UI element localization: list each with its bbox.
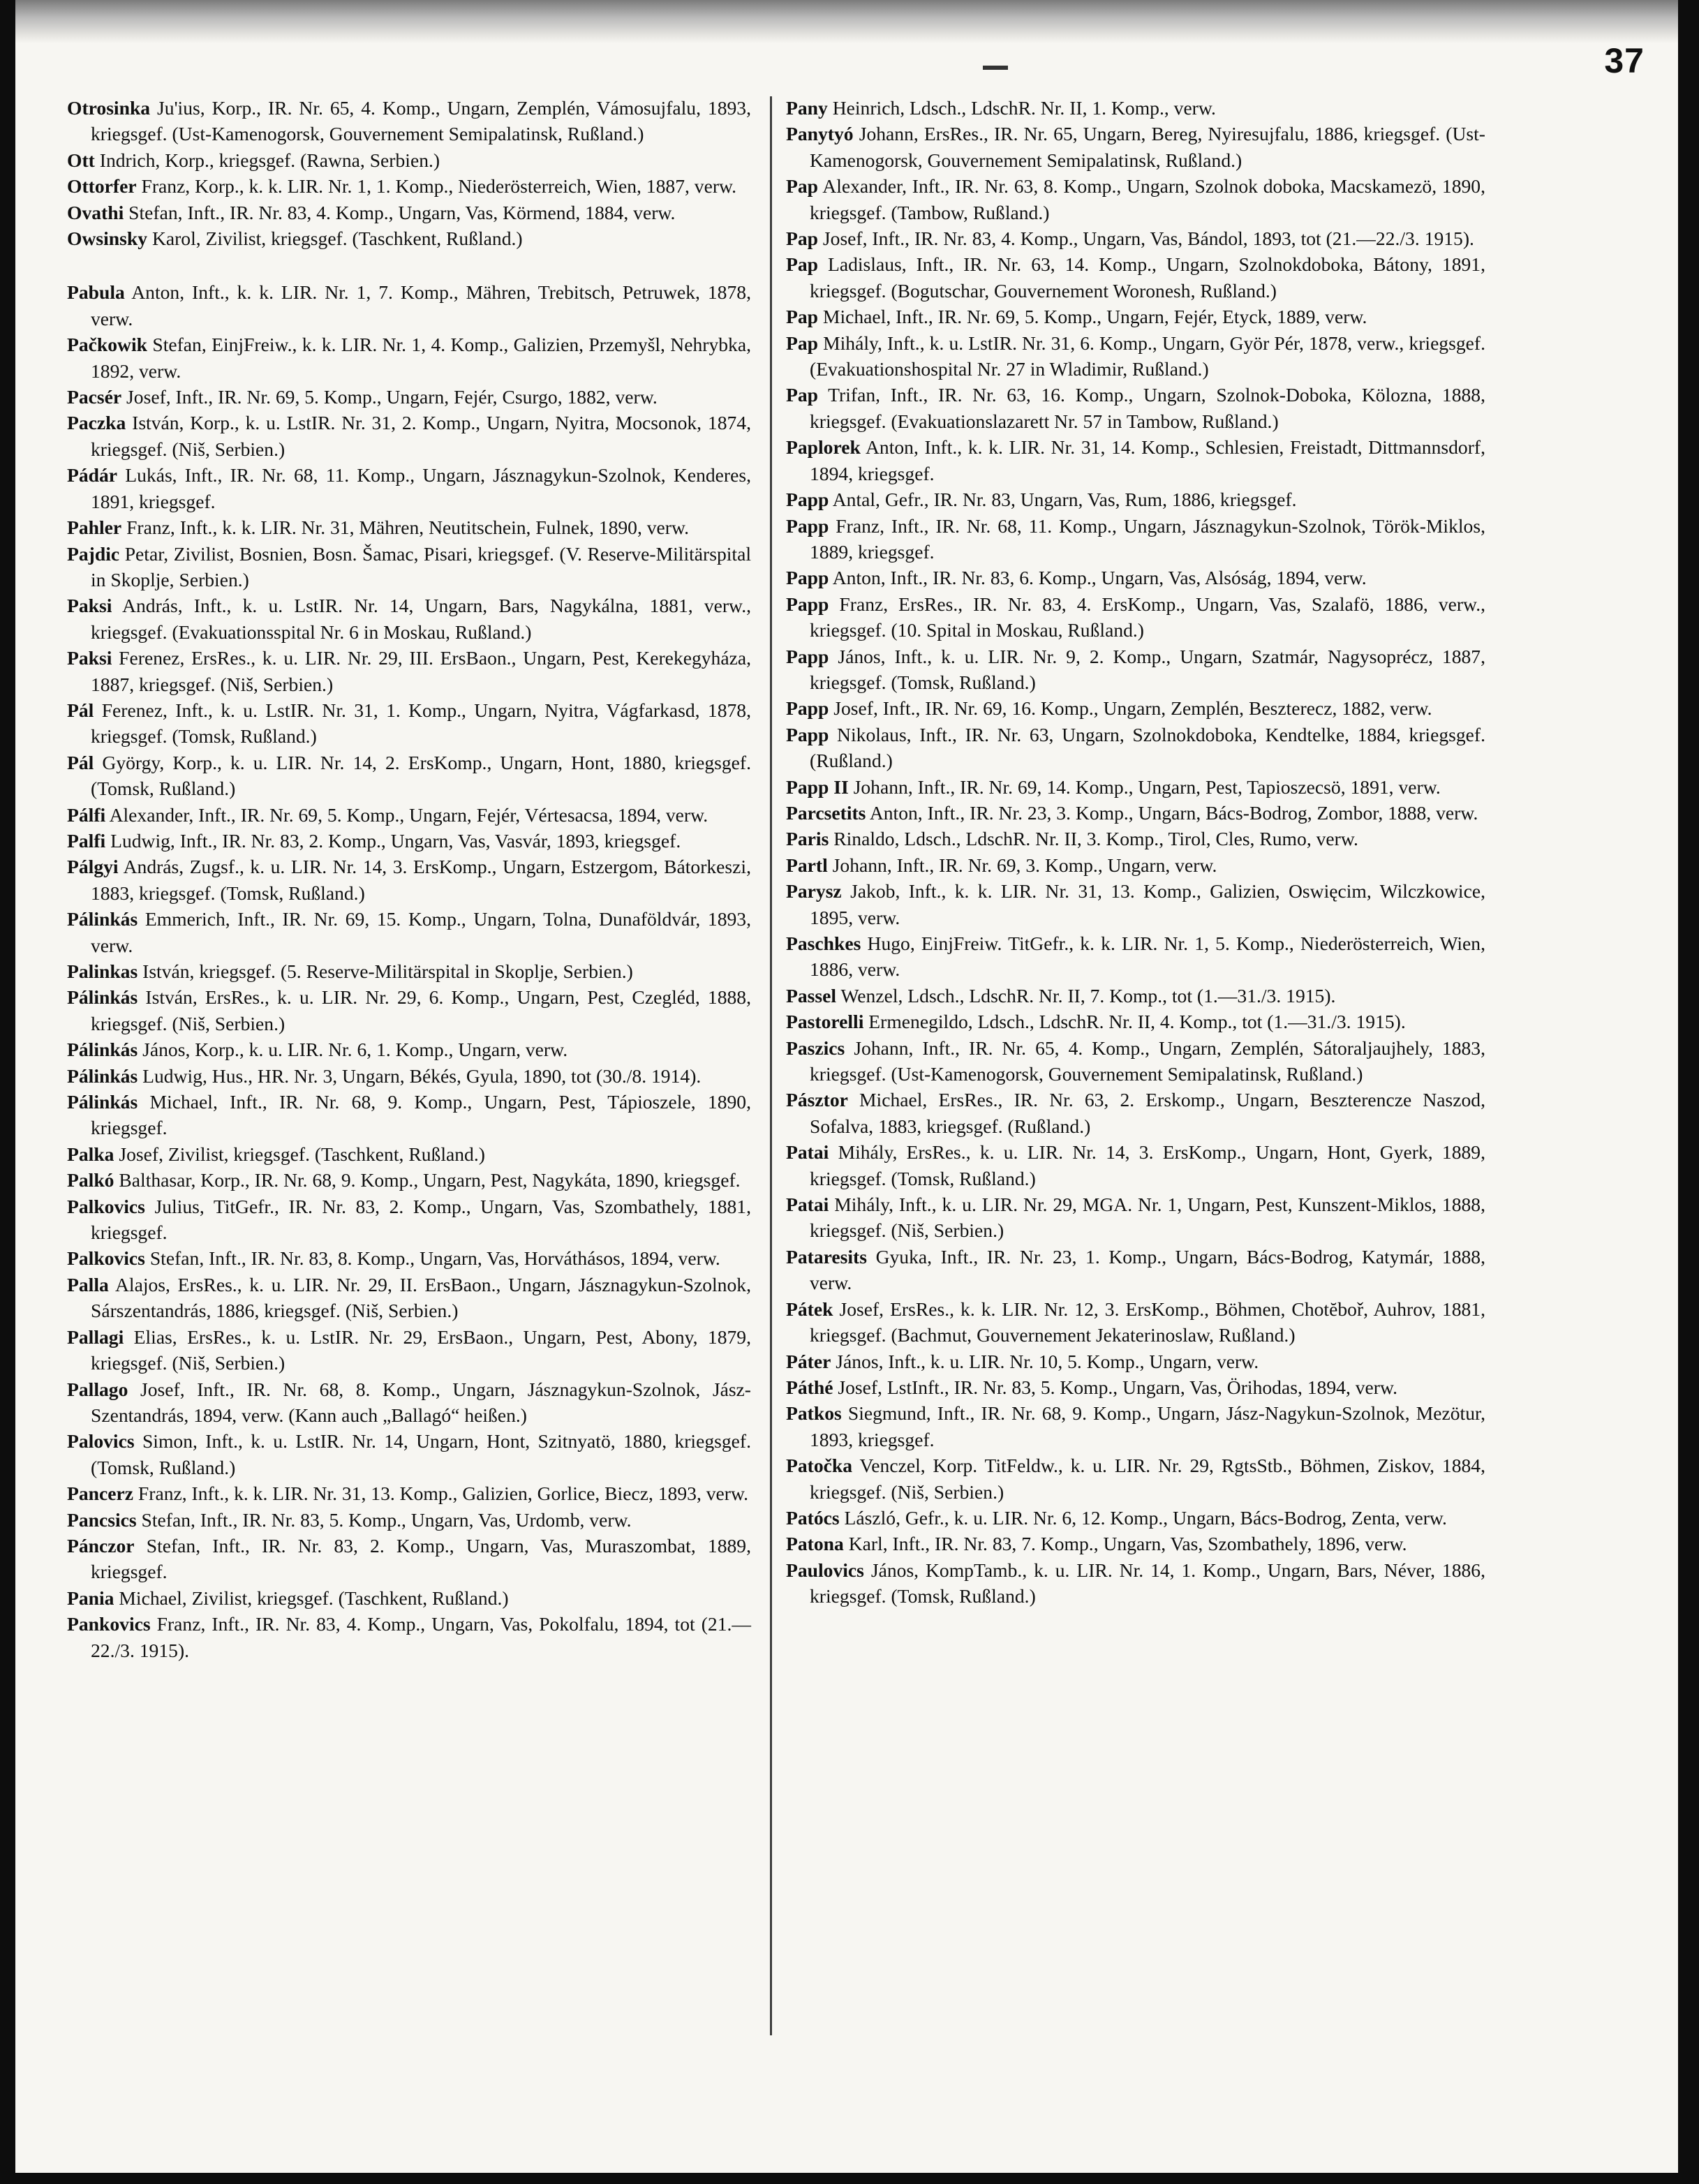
entry-details: Franz, Inft., k. k. LIR. Nr. 31, Mähren, Neutitschein, Fulnek, 1890, verw. [126,517,690,539]
entry [67,514,751,540]
entry-details: Johann, ErsRes., IR. Nr. 65, Ungarn, Bereg, Nyiresujfalu, 1886, kriegsgef. (Ust-Kamenogorsk, Gouvernement Semipalatinsk, Rußland.) [810,123,1485,171]
right-column [786,95,1485,1610]
entry-surname: Pap [786,384,818,406]
entry [67,1063,751,1089]
entry-details: Wenzel, Ldsch., LdschR. Nr. II, 7. Komp., tot (1.—31./3. 1915). [840,984,1336,1006]
entry-surname: Pánczor [67,1534,135,1557]
entry-surname: Parcsetits [786,801,866,824]
entry-surname: Patai [786,1141,829,1164]
entry-surname: Pap [786,228,818,250]
entry [67,906,751,958]
entry-surname: Papp II [786,775,849,798]
entry-surname: Ovathi [67,201,124,223]
entry-details: Johann, Inft., IR. Nr. 65, 4. Komp., Ungarn, Zemplén, Sátoraljaujhely, 1883, kriegsgef. (Ust-Kamenogorsk, Gouvernement Semipalatinsk, Rußland.) [810,1037,1485,1085]
entry [67,1272,751,1324]
entry-details: Stefan, Inft., IR. Nr. 83, 4. Komp., Ungarn, Vas, Körmend, 1884, verw. [128,201,676,223]
entry-surname: Palovics [67,1430,135,1453]
entry [786,644,1485,696]
entry [786,565,1485,590]
entry-surname: Palkovics [67,1247,145,1270]
header-dash [983,66,1008,70]
entry-surname: Papp [786,514,829,537]
entry-details: Elias, ErsRes., k. u. LstIR. Nr. 29, ErsBaon., Ungarn, Pest, Abony, 1879, kriegsgef. (Niš, Serbien.) [91,1325,751,1374]
entry-details: István, ErsRes., k. u. LIR. Nr. 29, 6. Komp., Ungarn, Pest, Czegléd, 1888, kriegsgef. (Niš, Serbien.) [91,986,751,1034]
entry-details: Josef, Zivilist, kriegsgef. (Taschkent, Rußland.) [119,1143,485,1165]
entry-surname: Palkovics [67,1195,145,1217]
entry-surname: Ott [67,149,95,171]
entry-details: Johann, Inft., IR. Nr. 69, 3. Komp., Ungarn, verw. [832,854,1217,876]
entry-details: Michael, Zivilist, kriegsgef. (Taschkent, Rußland.) [119,1587,509,1609]
entry [67,697,751,750]
entry-details: Anton, Inft., k. k. LIR. Nr. 31, 14. Komp., Schlesien, Freistadt, Dittmannsdorf, 1894, kriegsgef. [810,436,1485,484]
entry-details: János, KompTamb., k. u. LIR. Nr. 14, 1. Komp., Ungarn, Bars, Néver, 1886, kriegsgef. (Tomsk, Rußland.) [810,1559,1485,1607]
entry-details: Gyuka, Inft., IR. Nr. 23, 1. Komp., Ungarn, Bács-Bodrog, Katymár, 1888, verw. [810,1245,1485,1294]
entry [786,774,1485,800]
entry-details: Rinaldo, Ldsch., LdschR. Nr. II, 3. Komp., Tirol, Cles, Rumo, verw. [833,828,1358,850]
entry-details: Stefan, Inft., IR. Nr. 83, 2. Komp., Ungarn, Vas, Muraszombat, 1889, kriegsgef. [91,1534,751,1583]
entry [67,1141,751,1167]
entry [786,1531,1485,1557]
entry-surname: Papp [786,723,829,745]
entry-details: Lukás, Inft., IR. Nr. 68, 11. Komp., Ungarn, Jásznagykun-Szolnok, Kenderes, 1891, kriegsgef. [91,464,751,512]
entry [67,1480,751,1506]
entry-details: Mihály, Inft., k. u. LIR. Nr. 29, MGA. Nr. 1, Ungarn, Pest, Kunszent-Miklos, 1888, kriegsgef. (Niš, Serbien.) [810,1194,1485,1242]
entry-details: Franz, Inft., IR. Nr. 83, 4. Komp., Ungarn, Vas, Pokolfalu, 1894, tot (21.—22./3. 1915). [91,1613,751,1661]
entry [786,1453,1485,1505]
entry-details: Venczel, Korp. TitFeldw., k. u. LIR. Nr. 29, RgtsStb., Böhmen, Ziskov, 1884, kriegsgef. (Niš, Serbien.) [810,1455,1485,1503]
column-divider [770,96,772,2035]
entry-surname: Pancsics [67,1508,137,1531]
entry-surname: Paszics [786,1037,845,1059]
entry [67,1611,751,1663]
entry [67,173,751,199]
entry-details: Josef, Inft., IR. Nr. 68, 8. Komp., Ungarn, Jásznagykun-Szolnok, Jász-Szentandrás, 1894, verw. (Kann auch „Ballagó“ heißen.) [91,1378,751,1426]
entry [786,382,1485,434]
entry [67,1324,751,1376]
entry [786,330,1485,382]
entry [67,200,751,225]
entry-surname: Pap [786,175,818,198]
entry-details: László, Gefr., k. u. LIR. Nr. 6, 12. Komp., Ungarn, Bács-Bodrog, Zenta, verw. [844,1506,1447,1529]
entry [786,513,1485,565]
entry [786,1191,1485,1244]
entry [67,332,751,384]
entry [786,878,1485,930]
entry-surname: Pátek [786,1298,833,1320]
entry-surname: Pap [786,306,818,328]
entry-details: Jakob, Inft., k. k. LIR. Nr. 31, 13. Komp., Galizien, Oswięcim, Wilczkowice, 1895, verw. [810,880,1485,928]
entry-surname: Patočka [786,1455,853,1477]
entry-surname: Pálinkás [67,1091,138,1113]
entry-surname: Papp [786,645,829,667]
entry-details: Johann, Inft., IR. Nr. 69, 14. Komp., Ungarn, Pest, Tapioszecsö, 1891, verw. [853,775,1441,798]
entry-surname: Pajdic [67,542,120,565]
entry-details: Julius, TitGefr., IR. Nr. 83, 2. Komp., Ungarn, Vas, Szombathely, 1881, kriegsgef. [91,1195,751,1244]
entry [67,384,751,410]
entry-surname: Otrosinka [67,97,151,119]
entry-details: Josef, ErsRes., k. k. LIR. Nr. 12, 3. ErsKomp., Böhmen, Chotĕboř, Auhrov, 1881, kriegsgef. (Bachmut, Gouvernement Jekaterinoslaw, Rußland.) [810,1298,1486,1346]
entry [67,462,751,514]
entry-details: Franz, Inft., IR. Nr. 68, 11. Komp., Ungarn, Jásznagykun-Szolnok, Török-Miklos, 1889, kriegsgef. [810,514,1485,563]
entry-details: György, Korp., k. u. LIR. Nr. 14, 2. ErsKomp., Ungarn, Hont, 1880, kriegsgef. (Tomsk, Rußland.) [91,751,751,800]
entry-surname: Panytyó [786,123,854,145]
entry-surname: Paczka [67,412,126,434]
entry-surname: Pancerz [67,1483,133,1505]
entry-details: János, Inft., k. u. LIR. Nr. 10, 5. Komp., Ungarn, verw. [836,1350,1259,1372]
entry [67,1376,751,1429]
entry [786,983,1485,1009]
entry [786,1035,1485,1087]
entry-surname: Patkos [786,1402,842,1425]
scan-border-left [0,0,15,2184]
entry-surname: Pataresits [786,1245,867,1268]
entry-details: Ludwig, Inft., IR. Nr. 83, 2. Komp., Ungarn, Vas, Vasvár, 1893, kriegsgef. [110,829,681,852]
entry-surname: Pany [786,97,828,119]
entry [786,1400,1485,1453]
entry-details: Ladislaus, Inft., IR. Nr. 63, 14. Komp., Ungarn, Szolnokdoboka, Bátony, 1891, kriegsgef. (Bogutschar, Gouvernement Woronesh, Rußland.) [810,253,1485,302]
entry [786,225,1485,251]
entry-surname: Pap [786,253,818,276]
entry-surname: Papp [786,697,829,720]
entry-details: István, Korp., k. u. LstIR. Nr. 31, 2. Komp., Ungarn, Nyitra, Mocsonok, 1874, kriegsgef. (Niš, Serbien.) [91,412,751,460]
entry-surname: Pania [67,1587,114,1609]
entry [67,1167,751,1193]
entry [67,958,751,984]
entry [786,1244,1485,1296]
entry [786,251,1485,304]
entry [67,1194,751,1246]
scan-border-right [1678,0,1699,2184]
entry-surname: Paplorek [786,436,861,459]
entry-surname: Pálgyi [67,856,119,878]
entry-details: Simon, Inft., k. u. LstIR. Nr. 14, Ungarn, Hont, Szitnyatö, 1880, kriegsgef. (Tomsk, Rußland.) [91,1430,752,1478]
entry [67,410,751,462]
entry-details: Siegmund, Inft., IR. Nr. 68, 9. Komp., Ungarn, Jász-Nagykun-Szolnok, Mezötur, 1893, kriegsgef. [810,1402,1485,1450]
entry-surname: Palfi [67,829,106,852]
scan-shadow-top [0,0,1699,43]
entry-details: Franz, ErsRes., IR. Nr. 83, 4. ErsKomp., Ungarn, Vas, Szalafö, 1886, verw., kriegsgef. (10. Spital in Moskau, Rußland.) [810,593,1485,641]
entry-details: Heinrich, Ldsch., LdschR. Nr. II, 1. Komp., verw. [832,97,1216,119]
entry-surname: Paschkes [786,933,861,954]
entry-surname: Paksi [67,595,112,617]
entry [786,1349,1485,1374]
entry-surname: Pallagi [67,1325,124,1348]
entry [67,541,751,593]
entry-details: Trifan, Inft., IR. Nr. 63, 16. Komp., Ungarn, Szolnok-Doboka, Kölozna, 1888, kriegsgef. (Evakuationslazarett Nr. 57 in Tambow, Rußland.) [810,384,1486,432]
entry-details: Michael, Inft., IR. Nr. 68, 9. Komp., Ungarn, Pest, Tápioszele, 1890, kriegsgef. [91,1091,751,1139]
entry-details: Josef, Inft., IR. Nr. 69, 16. Komp., Ungarn, Zemplén, Beszterecz, 1882, verw. [833,697,1432,720]
entry-surname: Pačkowik [67,334,147,356]
entry [67,645,751,697]
entry-surname: Patócs [786,1506,840,1529]
entry-surname: Owsinsky [67,228,148,250]
entry [786,434,1485,486]
entry [67,1037,751,1062]
entry [67,1089,751,1141]
entry [67,279,751,332]
entry-surname: Pabula [67,281,125,304]
entry [786,1087,1485,1139]
entry [786,1009,1485,1034]
entry-details: István, kriegsgef. (5. Reserve-Militärspital in Skoplje, Serbien.) [142,960,633,982]
entry [786,1139,1485,1191]
entry-surname: Pádár [67,464,118,486]
scan-border-bottom [0,2173,1699,2184]
entry [67,750,751,802]
entry [786,1557,1485,1610]
entry-surname: Pálinkás [67,908,138,930]
entry-surname: Papp [786,567,829,589]
entry-details: Alexander, Inft., IR. Nr. 63, 8. Komp., Ungarn, Szolnok doboka, Macskamezö, 1890, kriegsgef. (Tambow, Rußland.) [810,175,1485,223]
entry [67,1245,751,1271]
entry-surname: Pál [67,751,94,773]
entry-surname: Paulovics [786,1559,864,1581]
entry-surname: Partl [786,854,828,876]
entry [786,1505,1485,1531]
entry-details: Hugo, EinjFreiw. TitGefr., k. k. LIR. Nr. 1, 5. Komp., Niederösterreich, Wien, 1886, verw. [810,933,1485,981]
entry [67,984,751,1037]
entry-details: Josef, Inft., IR. Nr. 69, 5. Komp., Ungarn, Fejér, Csurgo, 1882, verw. [126,386,658,408]
entry-details: Mihály, ErsRes., k. u. LIR. Nr. 14, 3. ErsKomp., Ungarn, Hont, Gyerk, 1889, kriegsgef. (Tomsk, Rußland.) [810,1141,1485,1189]
entry-details: Stefan, Inft., IR. Nr. 83, 5. Komp., Ungarn, Vas, Urdomb, verw. [141,1508,632,1531]
entry-details: Franz, Inft., k. k. LIR. Nr. 31, 13. Komp., Galizien, Gorlice, Biecz, 1893, verw. [138,1483,749,1505]
entry [786,800,1485,826]
entry [786,95,1485,121]
entry-surname: Parysz [786,880,842,902]
entry-surname: Paris [786,828,829,850]
entry [67,1533,751,1585]
entry-details: Franz, Korp., k. k. LIR. Nr. 1, 1. Komp., Niederösterreich, Wien, 1887, verw. [141,175,737,198]
entry-surname: Palla [67,1273,109,1295]
entry [786,722,1485,774]
entry-details: Balthasar, Korp., IR. Nr. 68, 9. Komp., Ungarn, Pest, Nagykáta, 1890, kriegsgef. [119,1169,741,1191]
entry-surname: Páter [786,1350,831,1372]
entry-details: Emmerich, Inft., IR. Nr. 69, 15. Komp., Ungarn, Tolna, Dunaföldvár, 1893, verw. [91,908,751,956]
entry-details: Anton, Inft., IR. Nr. 23, 3. Komp., Ungarn, Bács-Bodrog, Zombor, 1888, verw. [869,801,1478,824]
entry-details: Alexander, Inft., IR. Nr. 69, 5. Komp., Ungarn, Fejér, Vértesacsa, 1894, verw. [109,803,708,826]
entry-details: Michael, Inft., IR. Nr. 69, 5. Komp., Ungarn, Fejér, Etyck, 1889, verw. [822,306,1367,328]
entry-details: Anton, Inft., IR. Nr. 83, 6. Komp., Ungarn, Vas, Alsóság, 1894, verw. [832,567,1367,589]
entry-surname: Passel [786,984,837,1006]
entry-details: Anton, Inft., k. k. LIR. Nr. 1, 7. Komp., Mähren, Trebitsch, Petruwek, 1878, verw. [91,281,751,329]
entry-surname: Patona [786,1533,844,1555]
entry-surname: Papp [786,489,829,511]
entry [67,225,751,251]
entry-details: Mihály, Inft., k. u. LstIR. Nr. 31, 6. Komp., Ungarn, Györ Pér, 1878, verw., kriegsgef. (Evakuationshospital Nr. 27 in Wladimir, Rußland.) [810,332,1485,380]
entry-surname: Palinkas [67,960,138,982]
entry-surname: Pásztor [786,1089,848,1111]
entry-details: János, Korp., k. u. LIR. Nr. 6, 1. Komp., Ungarn, verw. [142,1039,568,1061]
entry-surname: Pap [786,332,818,354]
entry-details: János, Inft., k. u. LIR. Nr. 9, 2. Komp., Ungarn, Szatmár, Nagysoprécz, 1887, kriegsgef. (Tomsk, Rußland.) [810,645,1485,693]
entry-surname: Pastorelli [786,1011,864,1033]
entry-details: Josef, Inft., IR. Nr. 83, 4. Komp., Ungarn, Vas, Bándol, 1893, tot (21.—22./3. 1915). [822,228,1474,250]
entry [67,1585,751,1611]
entry [67,147,751,173]
entry-surname: Pacsér [67,386,122,408]
entry [67,1507,751,1533]
entry [786,1296,1485,1349]
entry-details: Petar, Zivilist, Bosnien, Bosn. Šamac, Pisari, kriegsgef. (V. Reserve-Militärspital in Skoplje, Serbien.) [91,542,751,590]
entry-details: Indrich, Korp., kriegsgef. (Rawna, Serbien.) [99,149,440,171]
entry-details: Stefan, Inft., IR. Nr. 83, 8. Komp., Ungarn, Vas, Horváthásos, 1894, verw. [149,1247,720,1270]
entry [67,854,751,906]
entry-surname: Ottorfer [67,175,137,198]
entry-details: Karol, Zivilist, kriegsgef. (Taschkent, Rußland.) [151,228,523,250]
entry [786,304,1485,329]
entry [67,828,751,854]
entry-surname: Pálinkás [67,1039,138,1061]
entry [67,95,751,147]
entry-details: Ermenegildo, Ldsch., LdschR. Nr. II, 4. Komp., tot (1.—31./3. 1915). [868,1011,1406,1033]
entry-surname: Palkó [67,1169,114,1191]
left-column [67,95,751,1663]
entry-details: Alajos, ErsRes., k. u. LIR. Nr. 29, II. ErsBaon., Ungarn, Jásznagykun-Szolnok, Sárszentandrás, 1886, kriegsgef. (Niš, Serbien.) [91,1273,751,1322]
entry-details: Stefan, EinjFreiw., k. k. LIR. Nr. 1, 4. Komp., Galizien, Przemyšl, Nehrybka, 1892, verw. [91,334,751,382]
entry-surname: Patai [786,1194,829,1216]
entry-surname: Paksi [67,647,112,669]
entry-surname: Pahler [67,517,122,539]
entry-surname: Pallago [67,1378,128,1400]
page-number: 37 [1604,41,1645,80]
entry [786,695,1485,721]
entry-details: Ferenez, Inft., k. u. LstIR. Nr. 31, 1. Komp., Ungarn, Nyitra, Vágfarkasd, 1878, kriegsgef. (Tomsk, Rußland.) [91,699,752,748]
entry-surname: Papp [786,593,829,615]
entry-details: Nikolaus, Inft., IR. Nr. 63, Ungarn, Szolnokdoboka, Kendtelke, 1884, kriegsgef. (Rußland.) [810,723,1485,772]
entry-details: Michael, ErsRes., IR. Nr. 63, 2. Erskomp., Ungarn, Beszterencze Naszod, Sofalva, 1883, kriegsgef. (Rußland.) [810,1089,1485,1137]
entry-surname: Palka [67,1143,114,1165]
entry-surname: Pálinkás [67,1064,138,1087]
entry-surname: Pálinkás [67,986,138,1009]
entry-surname: Pálfi [67,803,106,826]
entry [786,173,1485,225]
entry-surname: Pál [67,699,94,721]
entry [67,593,751,645]
entry [786,1374,1485,1400]
entry-surname: Pankovics [67,1613,151,1635]
entry-details: Ju'ius, Korp., IR. Nr. 65, 4. Komp., Ungarn, Zemplén, Vámosujfalu, 1893, kriegsgef. (Ust-Kamenogorsk, Gouvernement Semipalatinsk, Rußland.) [91,97,751,145]
entry [67,802,751,828]
entry-details: Karl, Inft., IR. Nr. 83, 7. Komp., Ungarn, Vas, Szombathely, 1896, verw. [848,1533,1407,1555]
entry [786,852,1485,878]
entry-details: András, Zugsf., k. u. LIR. Nr. 14, 3. ErsKomp., Ungarn, Estzergom, Bátorkeszi, 1883, kriegsgef. (Tomsk, Rußland.) [91,856,751,904]
entry [786,121,1485,173]
entry-details: Josef, LstInft., IR. Nr. 83, 5. Komp., Ungarn, Vas, Örihodas, 1894, verw. [838,1376,1398,1398]
entry-details: Ludwig, Hus., HR. Nr. 3, Ungarn, Békés, Gyula, 1890, tot (30./8. 1914). [142,1064,702,1087]
entry [786,930,1485,983]
entry-details: András, Inft., k. u. LstIR. Nr. 14, Ungarn, Bars, Nagykálna, 1881, verw., kriegsgef. (Evakuationsspital Nr. 6 in Moskau, Rußland.) [91,595,751,643]
entry [786,591,1485,644]
entry-details: Antal, Gefr., IR. Nr. 83, Ungarn, Vas, Rum, 1886, kriegsgef. [832,489,1297,511]
entry [786,826,1485,852]
entry [786,486,1485,512]
entry-details: Ferenez, ErsRes., k. u. LIR. Nr. 29, III. ErsBaon., Ungarn, Pest, Kerekegyháza, 1887, kriegsgef. (Niš, Serbien.) [91,647,751,695]
entry-surname: Páthé [786,1376,833,1398]
entry [67,1428,751,1480]
